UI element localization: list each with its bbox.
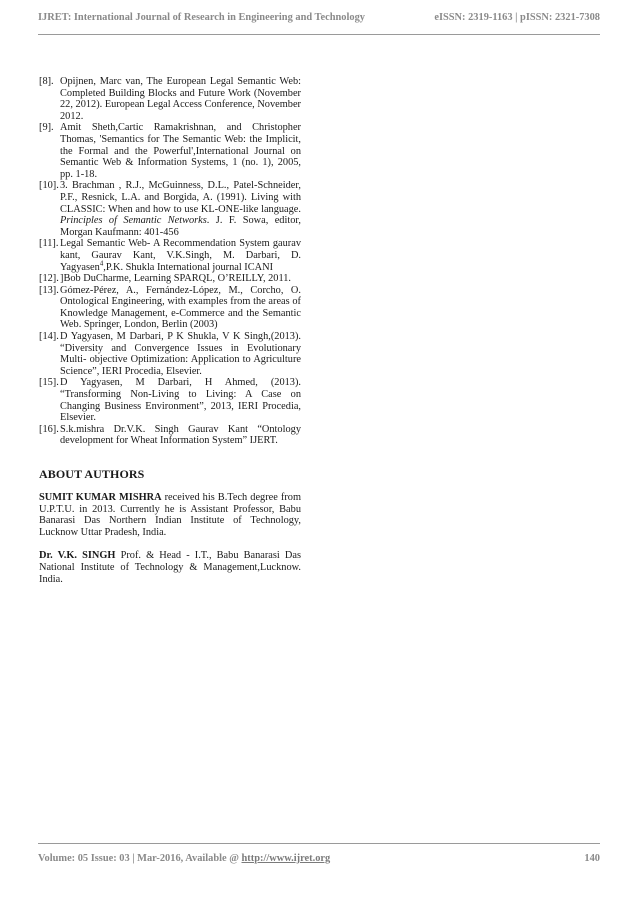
reference-text-tail: . J. F. Sowa, editor, Morgan Kaufmann: 401-456: [60, 215, 302, 238]
reference-item: [39, 377, 301, 423]
journal-title: IJRET: International Journal of Research in Engineering and Technology: [38, 12, 365, 23]
footer-divider: [38, 843, 600, 844]
author-bio-text: received his B.Tech degree from U.P.T.U. in 2013. Currently he is Assistant Professor, Babu Banarasi Das Northern Indian Institute of Technology, Lucknow Uttar Pradesh, India.: [39, 492, 301, 538]
reference-number: [8].: [39, 76, 54, 87]
reference-text: [60, 180, 301, 238]
reference-text: Gómez-Pérez, A., Fernández-López, M., Corcho, O. Ontological Engineering, with examples from the areas of Knowledge Management, e-Commerce and the Semantic Web. Springer, London, Berlin (2003): [60, 284, 301, 331]
reference-item: [39, 180, 301, 238]
author-name: Dr. V.K. SINGH: [39, 550, 116, 562]
reference-text: S.k.mishra Dr.V.K. Singh Gaurav Kant “Ontology development for Wheat Information System” IJERT.: [60, 423, 301, 447]
reference-item: [39, 238, 301, 273]
volume-info: [38, 853, 330, 864]
reference-number: [12].: [39, 273, 59, 285]
author-name: SUMIT KUMAR MISHRA: [39, 492, 162, 503]
reference-item: [39, 76, 301, 122]
reference-text: D Yagyasen, M Darbari, P K Shukla, V K Singh,(2013). “Diversity and Convergence Issues in Evolutionary Multi- objective Optimization: Application to Agriculture Science”, IERI Procedia, Elsevier.: [60, 331, 301, 377]
issn-info: eISSN: 2319-1163 | pISSN: 2321-7308: [434, 12, 600, 23]
reference-text-main: 3. Brachman , R.J., McGuinness, D.L., Patel-Schneider, P.F., Resnick, L.A. and Borgida, A. (1991). Living with CLASSIC: When and how to use KL-ONE-like language.: [60, 180, 301, 215]
reference-text-main: Legal Semantic Web- A Recommendation System gaurav kant, Gaurav Kant, V.K.Singh, M. Darbari, D. Yagyasen: [60, 238, 301, 273]
reference-text: ]Bob DuCharme, Learning SPARQL, O’REILLY, 2011.: [60, 273, 292, 285]
reference-text: Amit Sheth,Cartic Ramakrishnan, and Christopher Thomas, 'Semantics for The Semantic Web: the Implicit, the Formal and the Powerful',International Journal on Semantic Web & Information Systems, 1 (no. 1), 2005, pp. 1-18.: [60, 122, 301, 180]
reference-text: Opijnen, Marc van, The European Legal Semantic Web: Completed Building Blocks and Future Work (November 22, 2012). European Legal Access Conference, November 2012.: [60, 76, 301, 122]
reference-number: [15].: [39, 377, 59, 389]
reference-number: [16].: [39, 423, 59, 435]
reference-text-tail: ,P.K. Shukla International journal ICANI: [103, 261, 274, 273]
header-divider: [38, 34, 600, 35]
page-number: 140: [584, 853, 600, 864]
reference-number: [9].: [39, 122, 54, 134]
reference-item: [39, 273, 301, 285]
reference-number: [13].: [39, 284, 59, 296]
author-bio: [39, 492, 301, 538]
reference-number: [11].: [39, 238, 59, 250]
reference-item: [39, 285, 301, 331]
section-heading: ABOUT AUTHORS: [39, 467, 145, 481]
reference-item: [39, 122, 301, 180]
journal-link[interactable]: http://www.ijret.org: [241, 853, 331, 864]
reference-item: [39, 331, 301, 377]
book-title: Principles of Semantic Networks: [60, 215, 207, 227]
left-column: [39, 76, 301, 597]
page-footer: [38, 850, 600, 868]
reference-number: [14].: [39, 331, 59, 343]
reference-text: [60, 238, 301, 273]
author-bio-text: Prof. & Head - I.T., Babu Banarasi Das National Institute of Technology & Management,Lucknow. India.: [39, 550, 302, 585]
reference-text: D Yagyasen, M Darbari, H Ahmed, (2013). “Transforming Non-Living to Living: A Case on Changing Business Environment”, 2013, IERI Procedia, Elsevier.: [60, 377, 301, 424]
superscript-marker: 4: [99, 259, 104, 268]
volume-text: Volume: 05 Issue: 03 | Mar-2016, Available @: [38, 853, 242, 864]
reference-number: [10].: [39, 180, 59, 192]
page-header: [38, 8, 600, 30]
reference-list: [39, 76, 301, 447]
author-bio: [39, 550, 301, 585]
reference-item: [39, 424, 301, 447]
